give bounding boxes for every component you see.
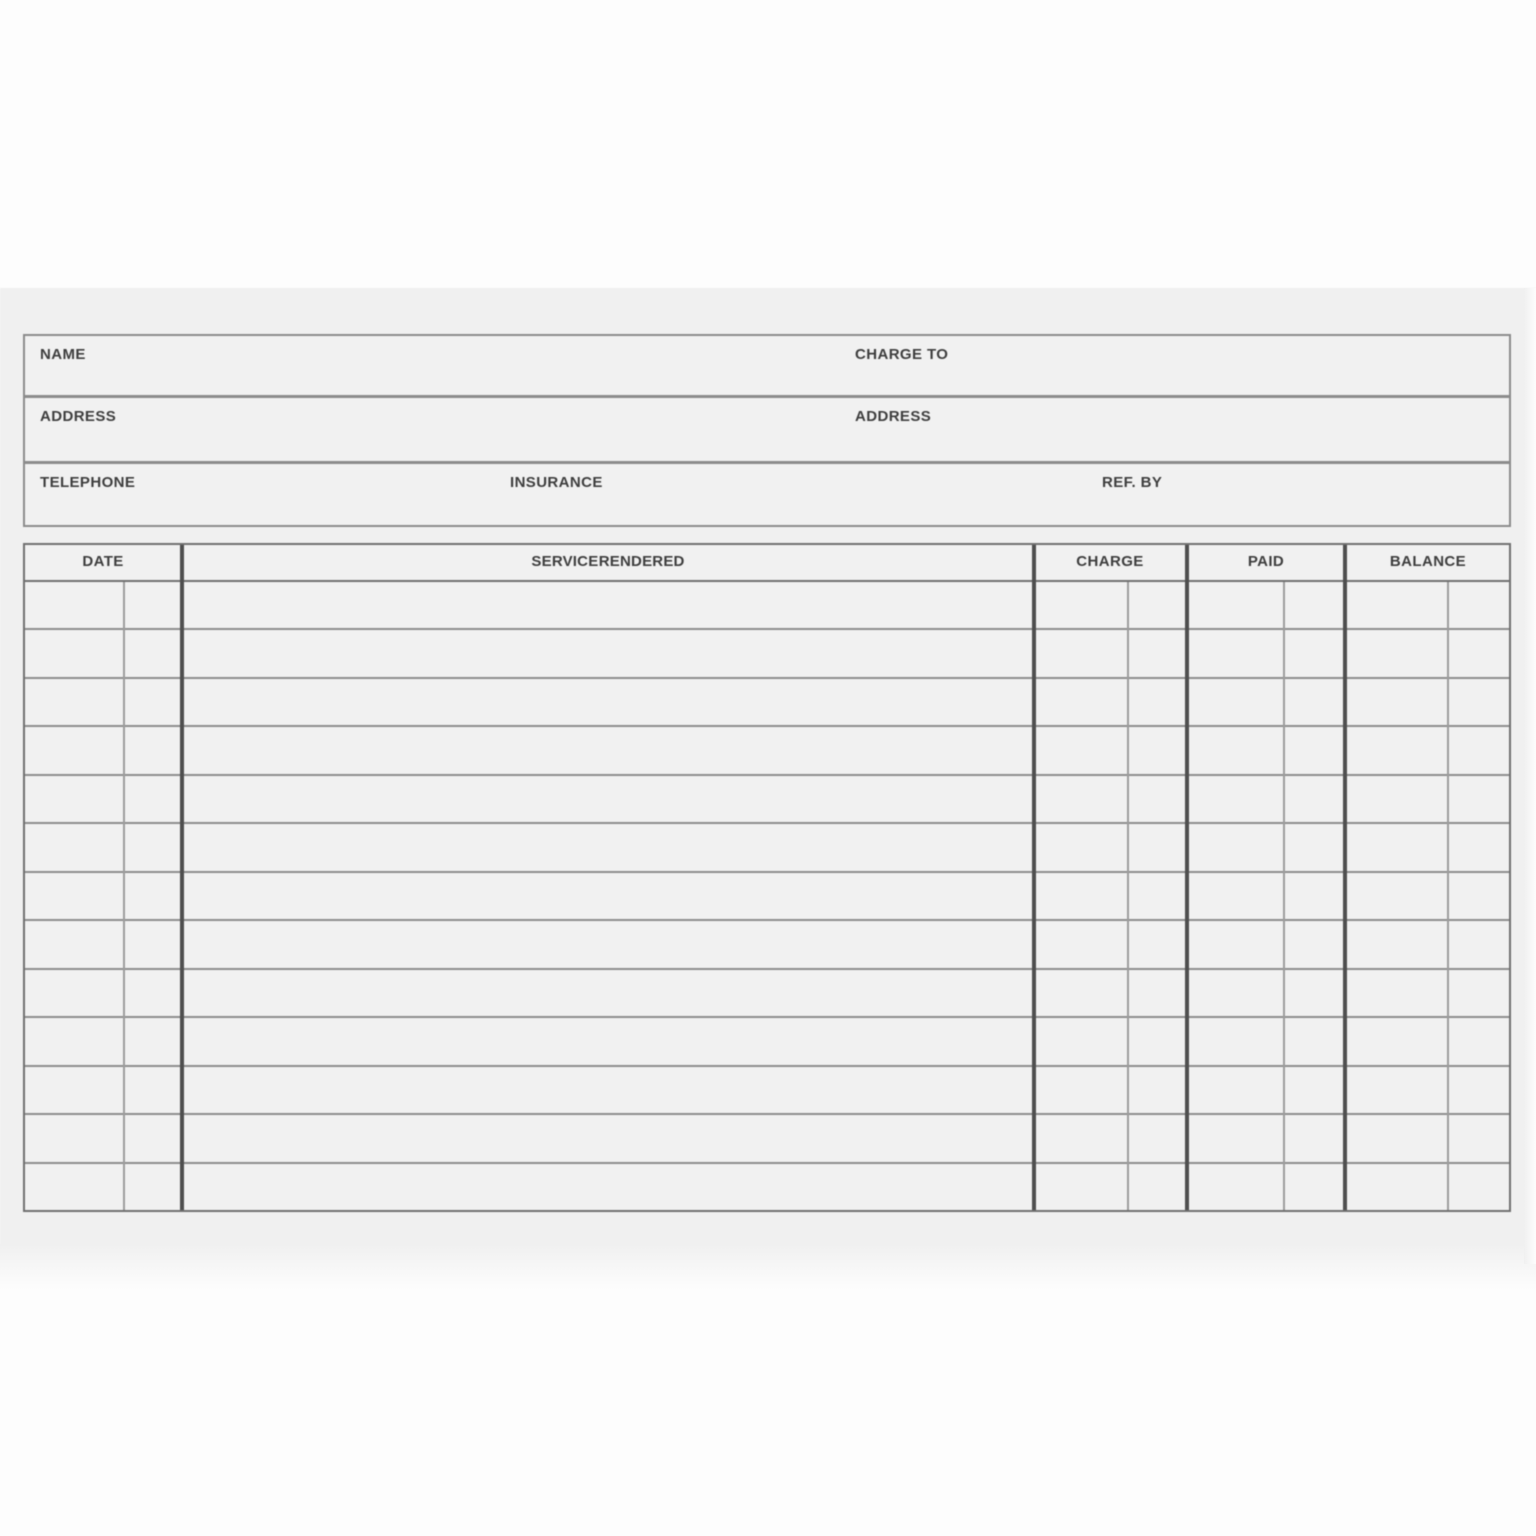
address-label: ADDRESS bbox=[40, 408, 117, 425]
telephone-label: TELEPHONE bbox=[40, 474, 136, 491]
paid-header: PAID bbox=[1247, 553, 1285, 570]
info-row-telephone bbox=[25, 464, 1509, 525]
charge-cents-divider bbox=[1127, 582, 1129, 1210]
name-label: NAME bbox=[40, 346, 86, 363]
service-rendered-header: SERVICE RENDERED bbox=[531, 553, 685, 570]
card-right-edge bbox=[1524, 288, 1536, 1264]
table-row bbox=[25, 1164, 1509, 1210]
date-header: DATE bbox=[82, 553, 124, 570]
info-row-address bbox=[25, 398, 1509, 464]
date-subcolumn-divider bbox=[123, 582, 125, 1210]
charge-header: CHARGE bbox=[1076, 553, 1144, 570]
table-row bbox=[25, 679, 1509, 727]
table-row bbox=[25, 630, 1509, 678]
table-row bbox=[25, 776, 1509, 824]
service-charge-divider bbox=[1032, 545, 1036, 1210]
table-row bbox=[25, 824, 1509, 872]
paid-balance-divider bbox=[1343, 545, 1347, 1210]
patient-info-box bbox=[23, 334, 1511, 527]
info-row-name bbox=[25, 336, 1509, 398]
table-row bbox=[25, 1018, 1509, 1066]
address2-label: ADDRESS bbox=[855, 408, 932, 425]
table-row bbox=[25, 921, 1509, 969]
date-service-divider bbox=[180, 545, 184, 1210]
charge-paid-divider bbox=[1185, 545, 1189, 1210]
table-row bbox=[25, 1067, 1509, 1115]
card-bottom-edge bbox=[0, 1244, 1536, 1290]
table-row bbox=[25, 970, 1509, 1018]
table-row bbox=[25, 727, 1509, 775]
paid-cents-divider bbox=[1283, 582, 1285, 1210]
table-row bbox=[25, 1115, 1509, 1163]
table-row bbox=[25, 582, 1509, 630]
table-body bbox=[25, 582, 1509, 1210]
balance-cents-divider bbox=[1447, 582, 1449, 1210]
ledger-table bbox=[23, 543, 1511, 1212]
insurance-label: INSURANCE bbox=[510, 474, 603, 491]
charge-to-label: CHARGE TO bbox=[855, 346, 949, 363]
ledger-card bbox=[0, 288, 1536, 1264]
balance-header: BALANCE bbox=[1389, 553, 1467, 570]
table-row bbox=[25, 873, 1509, 921]
table-header-row bbox=[25, 545, 1509, 582]
ref-by-label: REF. BY bbox=[1102, 474, 1163, 491]
